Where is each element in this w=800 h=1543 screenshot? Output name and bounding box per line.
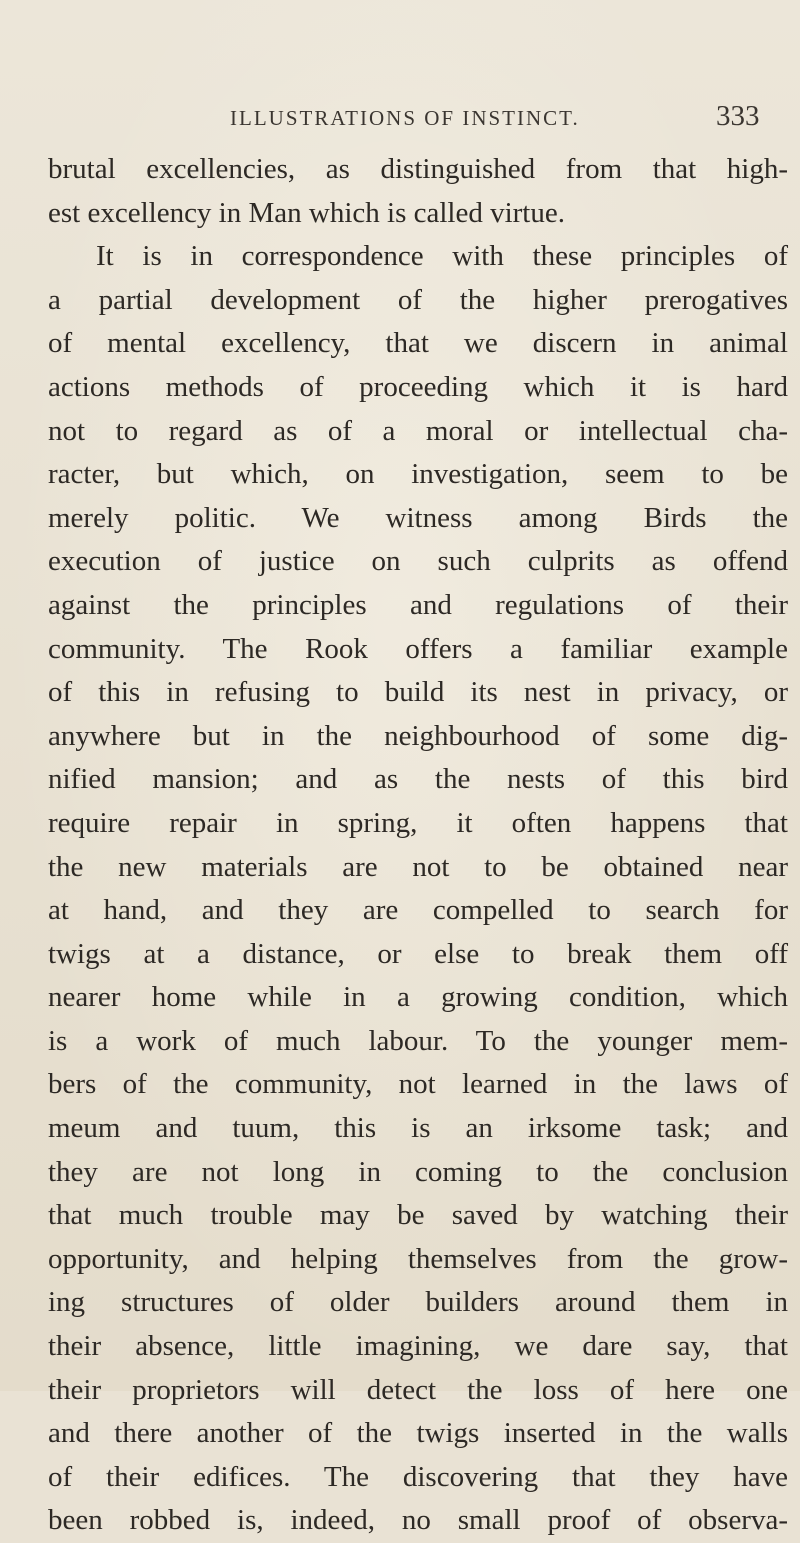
- text-line: anywhere but in the neighbourhood of some dig-: [48, 719, 788, 752]
- page-header: [0, 96, 800, 136]
- text-line: against the principles and regulations of their: [48, 588, 788, 621]
- text-line: that much trouble may be saved by watching their: [48, 1199, 788, 1232]
- text-line: is a work of much labour. To the younger mem-: [48, 1024, 788, 1057]
- text-line: they are not long in coming to the conclusion: [48, 1155, 788, 1188]
- text-line: community. The Rook offers a familiar example: [48, 632, 788, 665]
- body-text: [48, 148, 788, 1543]
- text-line: execution of justice on such culprits as offend: [48, 545, 788, 578]
- text-line: of their edifices. The discovering that they have: [48, 1460, 788, 1493]
- text-line: meum and tuum, this is an irksome task; and: [48, 1112, 788, 1145]
- text-line: not to regard as of a moral or intellectual cha-: [48, 414, 788, 447]
- text-line: the new materials are not to be obtained near: [48, 850, 788, 883]
- text-line: It is in correspondence with these principles of: [96, 240, 788, 273]
- text-line: racter, but which, on investigation, seem to be: [48, 458, 788, 491]
- text-line: opportunity, and helping themselves from the grow-: [48, 1242, 788, 1275]
- text-line: brutal excellencies, as distinguished from that high-: [48, 153, 788, 185]
- text-line: merely politic. We witness among Birds the: [48, 501, 788, 534]
- text-line: their proprietors will detect the loss of here one: [48, 1373, 788, 1406]
- page-number: 333: [716, 100, 760, 132]
- text-line: twigs at a distance, or else to break them off: [48, 937, 788, 970]
- text-line: bers of the community, not learned in the laws of: [48, 1068, 788, 1101]
- text-line: been robbed is, indeed, no small proof of observa-: [48, 1504, 788, 1537]
- text-line: est excellency in Man which is called virtue.: [48, 196, 565, 229]
- text-line: of this in refusing to build its nest in privacy, or: [48, 676, 788, 709]
- text-line: at hand, and they are compelled to search for: [48, 894, 788, 927]
- text-line: ing structures of older builders around them in: [48, 1286, 788, 1319]
- text-line: of mental excellency, that we discern in animal: [48, 327, 788, 360]
- text-line: and there another of the twigs inserted in the walls: [48, 1417, 788, 1450]
- text-line: a partial development of the higher prerogatives: [48, 283, 788, 316]
- running-head: ILLUSTRATIONS OF INSTINCT.: [230, 106, 580, 130]
- text-line: their absence, little imagining, we dare say, that: [48, 1330, 788, 1363]
- text-line: nified mansion; and as the nests of this bird: [48, 763, 788, 796]
- text-line: require repair in spring, it often happens that: [48, 806, 788, 839]
- text-line: actions methods of proceeding which it is hard: [48, 370, 788, 403]
- text-line: nearer home while in a growing condition, which: [48, 981, 788, 1014]
